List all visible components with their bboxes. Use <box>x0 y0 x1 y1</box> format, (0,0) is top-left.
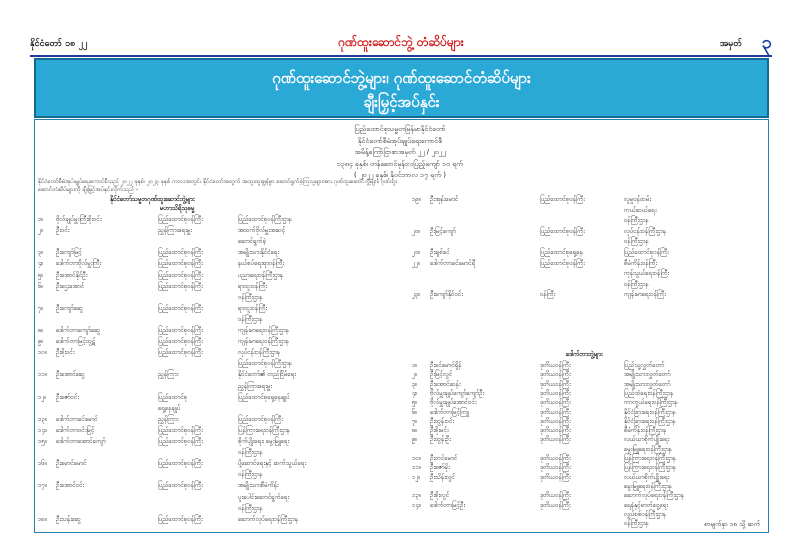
entry-ministry: ပြည်ထောင်စုဝန်ကြီးဌာန <box>238 216 292 223</box>
entry-name: ဦးခင်မောင်ရှိန် <box>430 362 462 369</box>
entry-number: ၁၇။ <box>38 482 47 490</box>
entry-ministry: ကာကွယ်ရေးဝန်ကြီးဌာန <box>624 399 678 407</box>
entry-title: ပြည်ထောင်စုဝန်ကြီး <box>158 260 203 268</box>
entry-number: ၅။ <box>38 271 44 279</box>
entry-title: ဒုတိယဝန်ကြီး <box>540 389 571 397</box>
entry-number: ၂။ <box>412 371 417 379</box>
entry-ministry: ပူးပေါင်းဆောင်ရွက်ရေး <box>238 493 290 501</box>
entry-ministry: နိုင်ငံခြားရေးဝန်ကြီးဌာန <box>624 408 676 416</box>
intro-line: နိုင်ငံတော်စီမံအုပ်ချုပ်ရေးကောင်စီသည် ၂၀၂၂ ခုနှစ်၊ ၂၀၂၃ ခုနှစ် ကာလအတွင်း နိုင်ငံတော်အတွက် အထူးထူးချွန်စွာ ဆောင်ရွက်ခဲ့ကြသူများအား ဂုဏ်ထူးဆောင်ဘွဲ့များ၊ ဂုဏ်ထူး <box>38 179 398 185</box>
entry-name: ဦးဌေးအောင် <box>56 282 85 290</box>
entry-ministry: စီမံကိန်းဝန်ကြီး <box>624 259 658 267</box>
headline-banner <box>34 58 769 118</box>
entry-name: ဦးဇော်ဝင်း <box>56 393 80 401</box>
entry-ministry: ဆောက်လုပ်ရေးဝန်ကြီးဌာန <box>624 492 685 500</box>
intro-line: ဆောင်တံဆိပ်များကို ချီးမြှင့်အပ်နှင်းလိုက်သည် - <box>38 187 138 193</box>
entry-name: ဦးအုန်းမောင် <box>430 196 459 203</box>
entry-number: ၁။ <box>38 216 44 223</box>
entry-name: ဗိုလ်မှူးချုပ်အောင်ဝင်း <box>430 399 477 407</box>
entry-name: ဦးအောင်ဝင်း <box>56 482 85 490</box>
entry-ministry: ကယ်ဆယ်ရေး <box>624 206 657 214</box>
entry-ministry: ဝန်ကြီးဌာန <box>624 520 649 528</box>
entry-name: ဦးသန်းဆွေ <box>56 515 81 523</box>
entry-ministry: နိုင်ငံခြားရေးဝန်ကြီးဌာန <box>624 417 676 425</box>
entry-ministry: ပညာရေးဝန်ကြီးဌာန <box>238 271 284 279</box>
entry-ministry: စိုက်ပျိုးရေး၊ မွေးမြူရေး <box>238 438 290 445</box>
entry-ministry: ဝန်ကြီးဌာန <box>624 238 649 246</box>
entry-title: ဒုတိယဝန်ကြီး <box>540 501 571 509</box>
entry-number: ၂။ <box>38 227 43 235</box>
entry-title: ပြည်ထောင်စုဝန်ကြီး <box>158 338 203 346</box>
entry-title: ဒုတိယဝန်ကြီး <box>540 436 571 444</box>
entry-number: ၃။ <box>412 380 418 388</box>
entry-title: ဒုတိယဝန်ကြီး <box>540 408 571 416</box>
entry-title: ပြည်ထောင်စုဝန်ကြီး <box>158 426 203 434</box>
entry-title: ပြည်ထောင်စုဝန်ကြီး <box>158 216 203 223</box>
entry-name: ဦးစိုးဝင်း <box>56 349 75 357</box>
entry-title: ပြည်ထောင်စုရှေ့နေ <box>540 249 583 256</box>
entry-name: ဦးဇော်မိုး <box>430 464 450 472</box>
entry-title: ပြည်ထောင်စုဝန်ကြီး <box>158 438 203 445</box>
entry-name: ဦးတင်မောင် <box>430 455 458 462</box>
entry-number: ၁။ <box>412 362 418 369</box>
entry-ministry: ကျန်းမာရေးဝန်ကြီး <box>624 291 666 299</box>
entry-ministry: ဆောင်ရွက်ခဲ့ <box>238 238 267 246</box>
entry-number: ၄။ <box>412 389 418 397</box>
entry-title: ညွှန်ကြား <box>158 415 179 423</box>
entry-title: ပြည်ထောင်စုဝန်ကြီး <box>540 227 585 235</box>
entry-title: ပြည်ထောင်စုဝန်ကြီး <box>540 196 585 203</box>
entry-name: ဦးမြင့်လွင် <box>430 371 453 379</box>
entry-name: ဦးအောင်ဆန်း <box>430 380 461 388</box>
entry-number: ၈။ <box>412 427 418 435</box>
entry-name: ဗိုလ်မှူးချုပ်ကျော်ကျော်ဦး <box>430 389 485 397</box>
entry-ministry: ဝန်ကြီးဌာန <box>238 449 263 457</box>
entry-number: ၉။ <box>412 436 418 444</box>
entry-ministry: အမျိုးသားနိုင်ငံရေး <box>238 249 280 257</box>
header-issue: အမှတ် <box>719 39 742 49</box>
entry-ministry: စီမံကိန်းဝန်ကြီးဌာန <box>624 427 667 435</box>
notice-heading <box>0 124 800 182</box>
page-number: ၃ <box>761 32 772 53</box>
notice-line: အမိန့်ကြော်ငြာစာအမှတ် ၂၂ / ၂၀၂၂ <box>354 148 446 156</box>
entry-name: ဗိုလ်ချုပ်မှူးကြီးစိုးဝင်း <box>56 216 102 223</box>
entry-ministry: ရေနံနှင့်ဓာတ်ငွေ့ရေး <box>624 501 669 509</box>
entry-number: ၃။ <box>38 249 44 257</box>
entry-title: ဒုတိယဝန်ကြီး <box>540 427 571 435</box>
entry-title: ပြည်ထောင်စုဝန်ကြီး <box>540 259 585 267</box>
entry-number: ၂၀။ <box>412 227 421 235</box>
entry-name: ဦးချစ်ခင် <box>430 249 450 256</box>
entry-title: ပြည်ထောင်စုဝန်ကြီး <box>158 515 203 523</box>
entry-number: ၁၉။ <box>412 196 421 203</box>
entry-name: ဒေါက်တာဝင်းမြင့် <box>56 426 95 434</box>
entry-title: ပြည်ထောင်စုဝန်ကြီး <box>158 349 203 357</box>
entry-name: ဦးဝင်း <box>56 227 70 235</box>
entry-number: ၁၀။ <box>38 349 47 357</box>
entry-ministry: လျှပ်စစ်ဝန်ကြီးဌာန <box>624 510 667 518</box>
entry-name: ဦးထွန်းဦး <box>430 436 451 444</box>
entry-ministry: ပြန်ကြားရေးဝန်ကြီးဌာန <box>624 455 676 462</box>
entry-title: ဒုတိယဝန်ကြီး <box>540 371 571 379</box>
entry-ministry: ရာထူးဝန်ကြီး <box>238 282 267 290</box>
notice-line: ( ၂၀၂၂ ခုနှစ်၊ နိုဝင်ဘာလ ၁၇ ရက် ) <box>353 171 447 179</box>
entry-name: ဦးအောင်ဆွေ <box>56 371 85 379</box>
entry-name: ဒေါက်တာဗိုလ်မှူးကြီး <box>56 260 102 268</box>
entry-ministry: ပြည်သူ့လွှတ်တော် <box>624 362 665 369</box>
entry-name: ဦးကျော်ဆွေ <box>56 304 84 312</box>
entry-ministry: ပြည်ထောင်စုဝန်ကြီး <box>238 415 283 423</box>
entry-ministry: လုပ်ငန်းဝန်ကြီးဌာန <box>624 227 667 235</box>
entry-title: ပြည်ထောင်စုဝန်ကြီး <box>158 327 203 334</box>
entry-ministry: လူမှုဝန်ထမ်း <box>624 196 652 203</box>
right-section-title: ဒေါက်တာဘွဲ့များ <box>566 351 603 358</box>
entry-number: ၅။ <box>412 399 418 407</box>
entry-title: ညွှန်ကြား <box>158 371 179 379</box>
entry-title: ရှေ့နေချုပ် <box>158 404 181 412</box>
entry-ministry: အမျိုးသားလွှတ်တော် <box>624 380 671 388</box>
entry-number: ၇။ <box>412 417 418 425</box>
entry-title: ပြည်ထောင်စုဝန်ကြီး <box>158 482 203 490</box>
entry-number: ၉။ <box>38 338 44 346</box>
entry-ministry: ပြည်ထဲရေးဝန်ကြီးဌာန <box>624 389 674 397</box>
entry-name: ဦးကျော်နိုင်ဝင်း <box>430 291 464 299</box>
header-rule <box>30 55 772 57</box>
entry-ministry: နယ်စပ်ရေးရာဝန်ကြီး <box>238 260 285 268</box>
entry-title: ဒုတိယဝန်ကြီး <box>540 455 571 462</box>
entry-ministry: ကျန်းမာရေးဝန်ကြီးဌာန <box>238 327 289 334</box>
notice-line: ၁၃၈၄ ခုနှစ်၊ တန်ဆောင်မုန်းလပြည့်ကျော် ၁၀ ရက် <box>336 159 464 168</box>
entry-number: ၁၁။ <box>38 371 47 379</box>
entry-ministry: အမျိုးသားစီမံကိန်း <box>238 482 279 490</box>
entry-ministry: နိုင်ငံတော်၏ တည်ငြိမ်ရေး <box>238 371 296 379</box>
entry-name: ဦးအောင်နိုင်ဦး <box>56 271 88 279</box>
entry-name: ဒေါက်တာအောင်ကျော် <box>56 438 106 445</box>
entry-title: ဒုတိယဝန်ကြီး <box>540 492 571 500</box>
entry-number: ၂၂။ <box>412 259 420 267</box>
entry-ministry: ကျန်းမာရေးဝန်ကြီးဌာန <box>238 338 289 346</box>
headline-line-2: ချီးမြှင့်အပ်နှင်း <box>363 93 440 111</box>
page-header <box>30 30 772 54</box>
entry-title: ပြည်ထောင်စုဝန်ကြီး <box>158 271 203 279</box>
entry-name: ဦးမြင့်ကျော် <box>430 227 456 235</box>
left-section-title: နိုင်ငံတော်သမ္မတဂုဏ်ထူးဆောင်ဘွဲ့များ <box>110 196 195 203</box>
entry-name: ဒေါက်တာမြင့်ဦး <box>430 501 466 509</box>
entry-ministry: ဝန်ကြီးဌာန <box>238 471 263 479</box>
notice-intro <box>38 178 766 194</box>
entry-title: ဒုတိယဝန်ကြီး <box>540 399 571 407</box>
entry-ministry: ဝန်ကြီးဌာန <box>624 217 649 225</box>
entry-ministry: ဝန်ကြီးဌာန <box>238 504 263 512</box>
entry-name: ဦးသိန်းလွင် <box>430 473 455 481</box>
header-date: နိုင်ငံတော် ၁၈ ၂၂ <box>30 39 88 49</box>
entry-number: ၄။ <box>38 260 44 268</box>
entry-title: ပြည်ထောင်စုဝန်ကြီး <box>158 282 203 290</box>
entry-ministry: ညွှန်ကြားရေးမှူး <box>238 382 272 390</box>
entry-name: ဦးစိုးလွင် <box>430 492 450 500</box>
entry-number: ၁၃။ <box>412 492 421 500</box>
entry-number: ၁၆။ <box>38 460 47 468</box>
header-title: ဂုဏ်ထူးဆောင်ဘွဲ့ တံဆိပ်များ <box>338 35 464 49</box>
entry-number: ၂၁။ <box>412 249 421 256</box>
entry-ministry: အထက်ဗိုလ်မှူးအဆင့် <box>238 227 286 235</box>
entry-name: ဦးမောင်မောင် <box>56 460 87 468</box>
entry-title: ပြည်ထောင်စုဝန်ကြီး <box>158 249 203 257</box>
entry-ministry: ဝန်ကြီးဌာန <box>238 293 263 301</box>
entry-number: ၇။ <box>38 304 44 312</box>
notice-line: ပြည်ထောင်စုသမ္မတမြန်မာနိုင်ငံတော် <box>354 125 446 133</box>
entry-ministry: ပြည်ထောင်စုဝန်ကြီး <box>624 249 669 256</box>
entry-ministry: လုပ်ငန်းဝန်ကြီးဌာန <box>238 349 281 357</box>
headline-line-1: ဂုဏ်ထူးဆောင်ဘွဲ့များ၊ ဂုဏ်ထူးဆောင်တံဆိပ်များ <box>272 69 531 87</box>
entry-ministry: ကုန်သွယ်ရေးဝန်ကြီး <box>624 270 670 278</box>
entry-ministry: ပြန်ကြားရေးဝန်ကြီးဌာန <box>624 464 676 472</box>
continued-note: စာမျက်နှာ ၁၈ သို့ ဆက် <box>704 520 760 528</box>
entry-ministry: လယ်ယာစိုက်ပျိုးရေး <box>624 473 670 481</box>
entry-ministry: ဝန်ကြီးဌာန <box>624 280 649 288</box>
entry-number: ၁၈။ <box>38 515 47 523</box>
entry-name: ဦးထွန်းဝင်း <box>430 417 455 425</box>
entry-number: ၁၄။ <box>38 426 47 434</box>
entry-title: ဒုတိယဝန်ကြီး <box>540 464 571 472</box>
entry-number: ၁၃။ <box>38 415 47 423</box>
entry-title: ဒုတိယဝန်ကြီး <box>540 417 571 425</box>
left-section-subtitle: မဟာသိရိသုဓမ္မ <box>160 205 195 212</box>
entry-number: ၁၀။ <box>412 455 421 462</box>
entry-number: ၁၅။ <box>38 438 47 445</box>
entry-ministry: ဆောက်လုပ်ရေးဝန်ကြီးဌာန <box>238 515 299 523</box>
entry-ministry: အမျိုးသားလွှတ်တော် <box>624 371 671 379</box>
entry-number: ၆။ <box>38 282 44 290</box>
entry-title: ဒုတိယဝန်ကြီး <box>540 380 571 388</box>
entry-name: ဒေါက်တာမြင့်ကြူ <box>430 408 469 416</box>
entry-ministry: လယ်ယာစိုက်ပျိုးရေး <box>624 436 670 444</box>
entry-number: ၆။ <box>412 408 418 416</box>
entry-number: ၁၂။ <box>412 473 421 481</box>
entry-title: ဝန်ကြီး <box>540 291 556 299</box>
entry-ministry: ရာထူးဝန်ကြီး <box>238 304 267 312</box>
entry-number: ၈။ <box>38 327 44 334</box>
entry-number: ၁၁။ <box>412 464 421 472</box>
entry-number: ၂၃။ <box>412 291 421 299</box>
entry-ministry: ပို့ဆောင်ရေးနှင့် ဆက်သွယ်ရေး <box>238 460 307 468</box>
entry-name: ဒေါက်တာကျော်ဆွေ <box>56 327 101 334</box>
entry-name: ဦးစိုးမင်း <box>430 427 449 435</box>
notice-line: နိုင်ငံတော်စီမံအုပ်ချုပ်ရေးကောင်စီ <box>357 136 443 145</box>
entry-title: ပြည်ထောင်စုဝန်ကြီး <box>158 460 203 468</box>
entry-name: ဒေါက်တာခင်မောင် <box>56 415 98 423</box>
entry-title: ပြည်ထောင်စု <box>158 393 188 401</box>
entry-name: ဒေါက်တာမြင့်ထွဋ် <box>56 338 96 346</box>
entry-title: ဒုတိယဝန်ကြီး <box>540 362 571 369</box>
entry-title: ဒုတိယဝန်ကြီး <box>540 473 571 481</box>
entry-ministry: မွေးမြူရေးဝန်ကြီးဌာန <box>624 482 672 490</box>
entry-ministry: ပြည်ထောင်စုရှေ့နေချုပ် <box>238 393 290 401</box>
entry-name: ဒေါက်တာခင်မောင်ရီ <box>430 259 476 267</box>
entry-title: ညွှန်ကြားရေးမှူး <box>158 227 192 235</box>
entry-name: ဦးကျော်မြင့် <box>56 249 82 257</box>
entry-title: ပြည်ထောင်စုဝန်ကြီး <box>158 304 203 312</box>
entry-ministry: ပြည်ထောင်စုဝန်ကြီးဌာန <box>238 360 292 368</box>
entry-number: ၁၄။ <box>412 501 421 509</box>
entry-ministry: ဝန်ကြီးဌာန <box>238 315 263 323</box>
entry-ministry: ပြန်ကြားရေးဝန်ကြီးဌာန <box>238 426 290 434</box>
entry-number: ၁၂။ <box>38 393 47 401</box>
entry-ministry: မွေးမြူရေးဝန်ကြီးဌာန <box>624 445 672 453</box>
